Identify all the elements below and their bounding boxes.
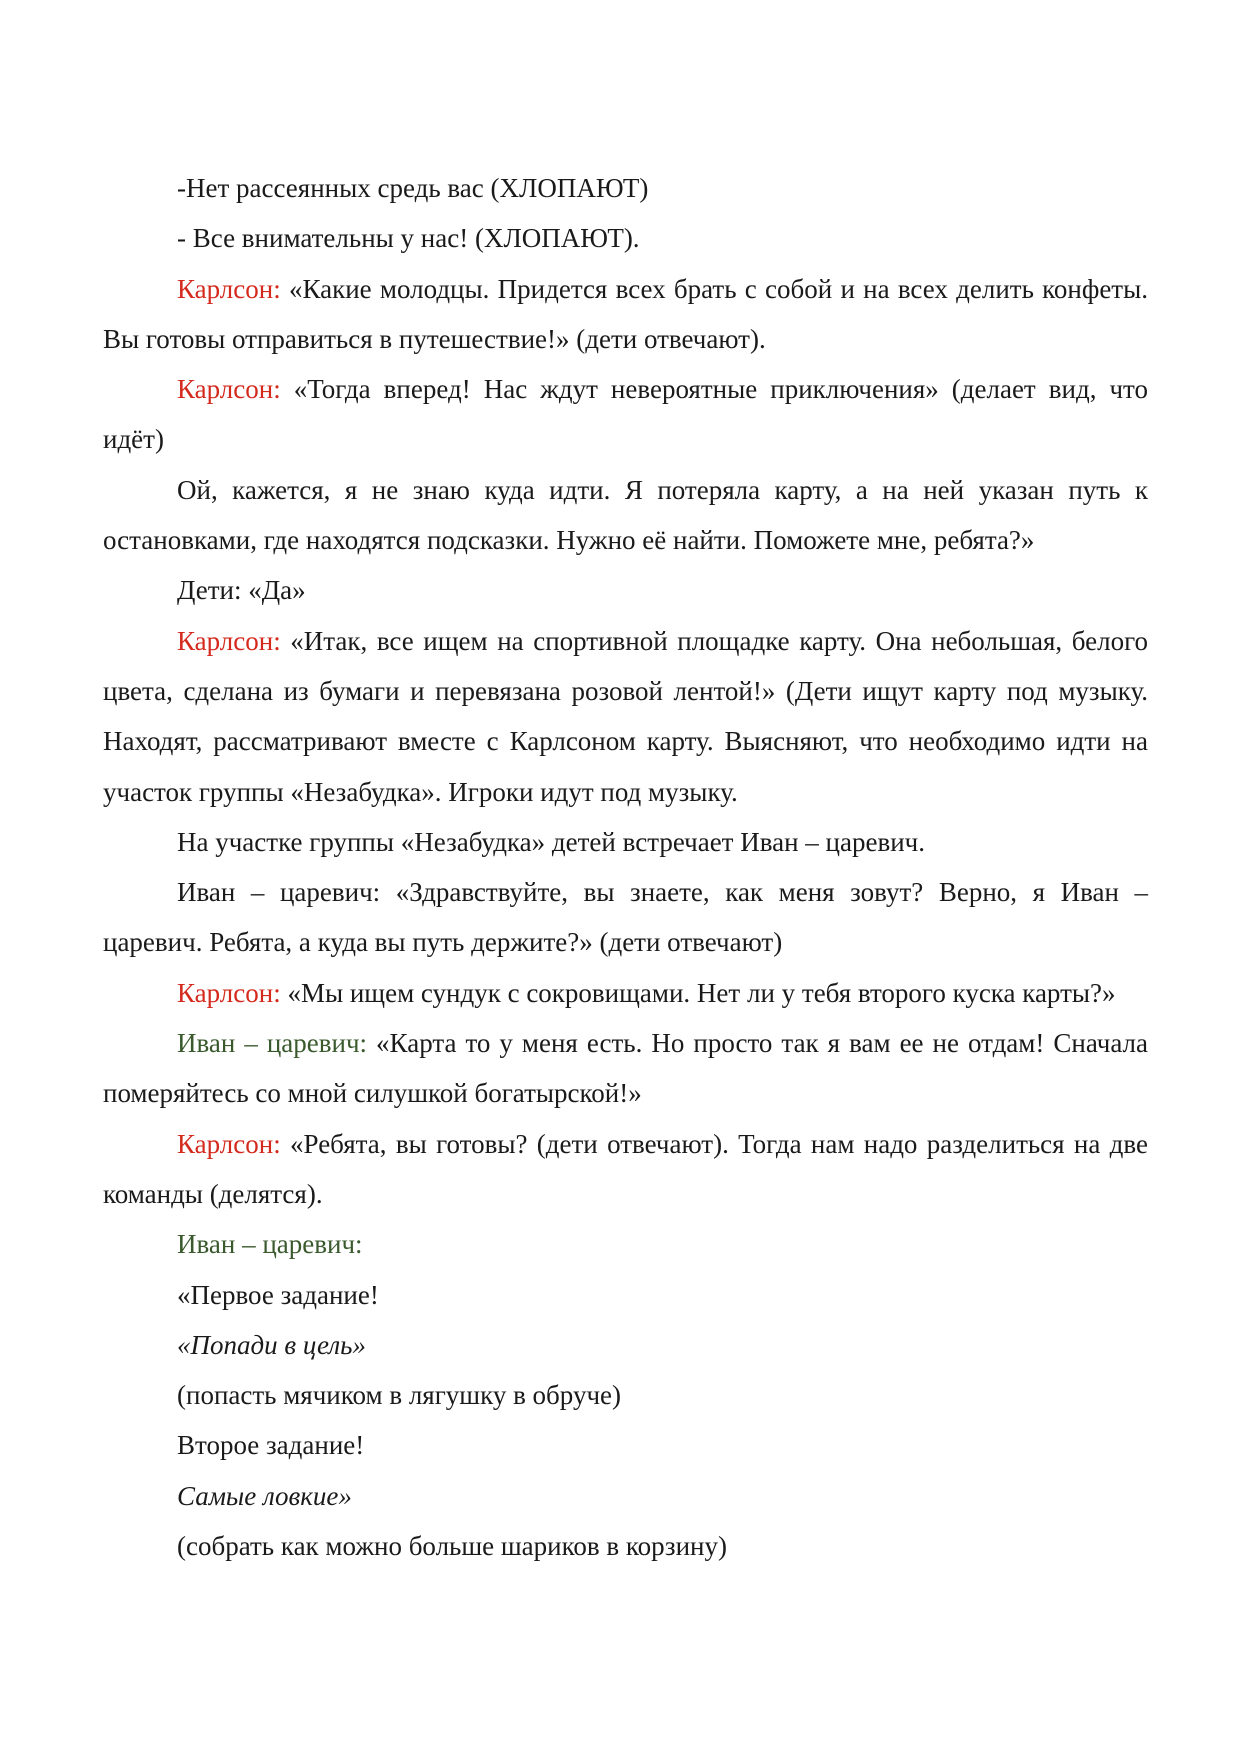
speaker-karlson: Карлсон: — [177, 625, 281, 656]
document-page — [103, 163, 1148, 1571]
karlson-line-teams: Карлсон: «Ребята, вы готовы? (дети отвечают). Тогда нам надо разделиться на две команды (делятся). — [103, 1128, 1148, 1209]
task-one-title: «Первое задание! — [177, 1279, 379, 1310]
karlson-line-search-map: Карлсон: «Итак, все ищем на спортивной площадке карту. Она небольшая, белого цвета, сделана из бумаги и перевязана розовой лентой!» (Дети ищут карту под музыку. Находят, рассматривают вместе с Карлсоном карту. Выясняют, что необходимо идти на участок группы «Незабудка». Игроки идут под музыку. — [103, 625, 1148, 807]
children-answer: Дети: «Да» — [177, 575, 306, 606]
task-one-description: (попасть мячиком в лягушку в обруче) — [177, 1380, 621, 1411]
task-two-description: (собрать как можно больше шариков в корзину) — [177, 1531, 727, 1562]
task-two-title: Второе задание! — [177, 1430, 365, 1461]
task-one-name: «Попади в цель» — [177, 1329, 366, 1360]
ivan-line-greeting: Иван – царевич: «Здравствуйте, вы знаете, как меня зовут? Верно, я Иван – царевич. Ребята, а куда вы путь держите?» (дети отвечают) — [103, 877, 1148, 958]
line-all-attentive: - Все внимательны у нас! (ХЛОПАЮТ). — [177, 223, 640, 254]
speaker-ivan: Иван – царевич: — [177, 1229, 363, 1260]
speaker-karlson: Карлсон: — [177, 374, 281, 405]
karlson-line-vpered: Карлсон: «Тогда вперед! Нас ждут невероятные приключения» (делает вид, что идёт) — [103, 374, 1148, 455]
karlson-line-molodtsy: Карлсон: «Какие молодцы. Придется всех брать с собой и на всех делить конфеты. Вы готовы отправиться в путешествие!» (дети отвечают). — [103, 273, 1148, 354]
speaker-ivan: Иван – царевич: — [177, 1028, 368, 1059]
narration-ivan-meets: На участке группы «Незабудка» детей встречает Иван – царевич. — [177, 826, 925, 857]
task-two-name: Самые ловкие» — [177, 1480, 352, 1511]
ivan-speaker-heading — [103, 1219, 1148, 1269]
karlson-line-chest: Карлсон: «Мы ищем сундук с сокровищами. Нет ли у тебя второго куска карты?» — [177, 977, 1116, 1008]
speaker-karlson: Карлсон: — [177, 977, 281, 1008]
ivan-line-strength: Иван – царевич: «Карта то у меня есть. Но просто так я вам ее не отдам! Сначала померяйтесь со мной силушкой богатырской!» — [103, 1028, 1148, 1109]
speaker-karlson: Карлсон: — [177, 273, 281, 304]
speaker-karlson: Карлсон: — [177, 1128, 281, 1159]
karlson-line-lost-map: Ой, кажется, я не знаю куда идти. Я потеряла карту, а на ней указан путь к остановками, где находятся подсказки. Нужно её найти. Поможете мне, ребята?» — [103, 474, 1148, 556]
line-no-absent-minded: -Нет рассеянных средь вас (ХЛОПАЮТ) — [177, 173, 649, 203]
